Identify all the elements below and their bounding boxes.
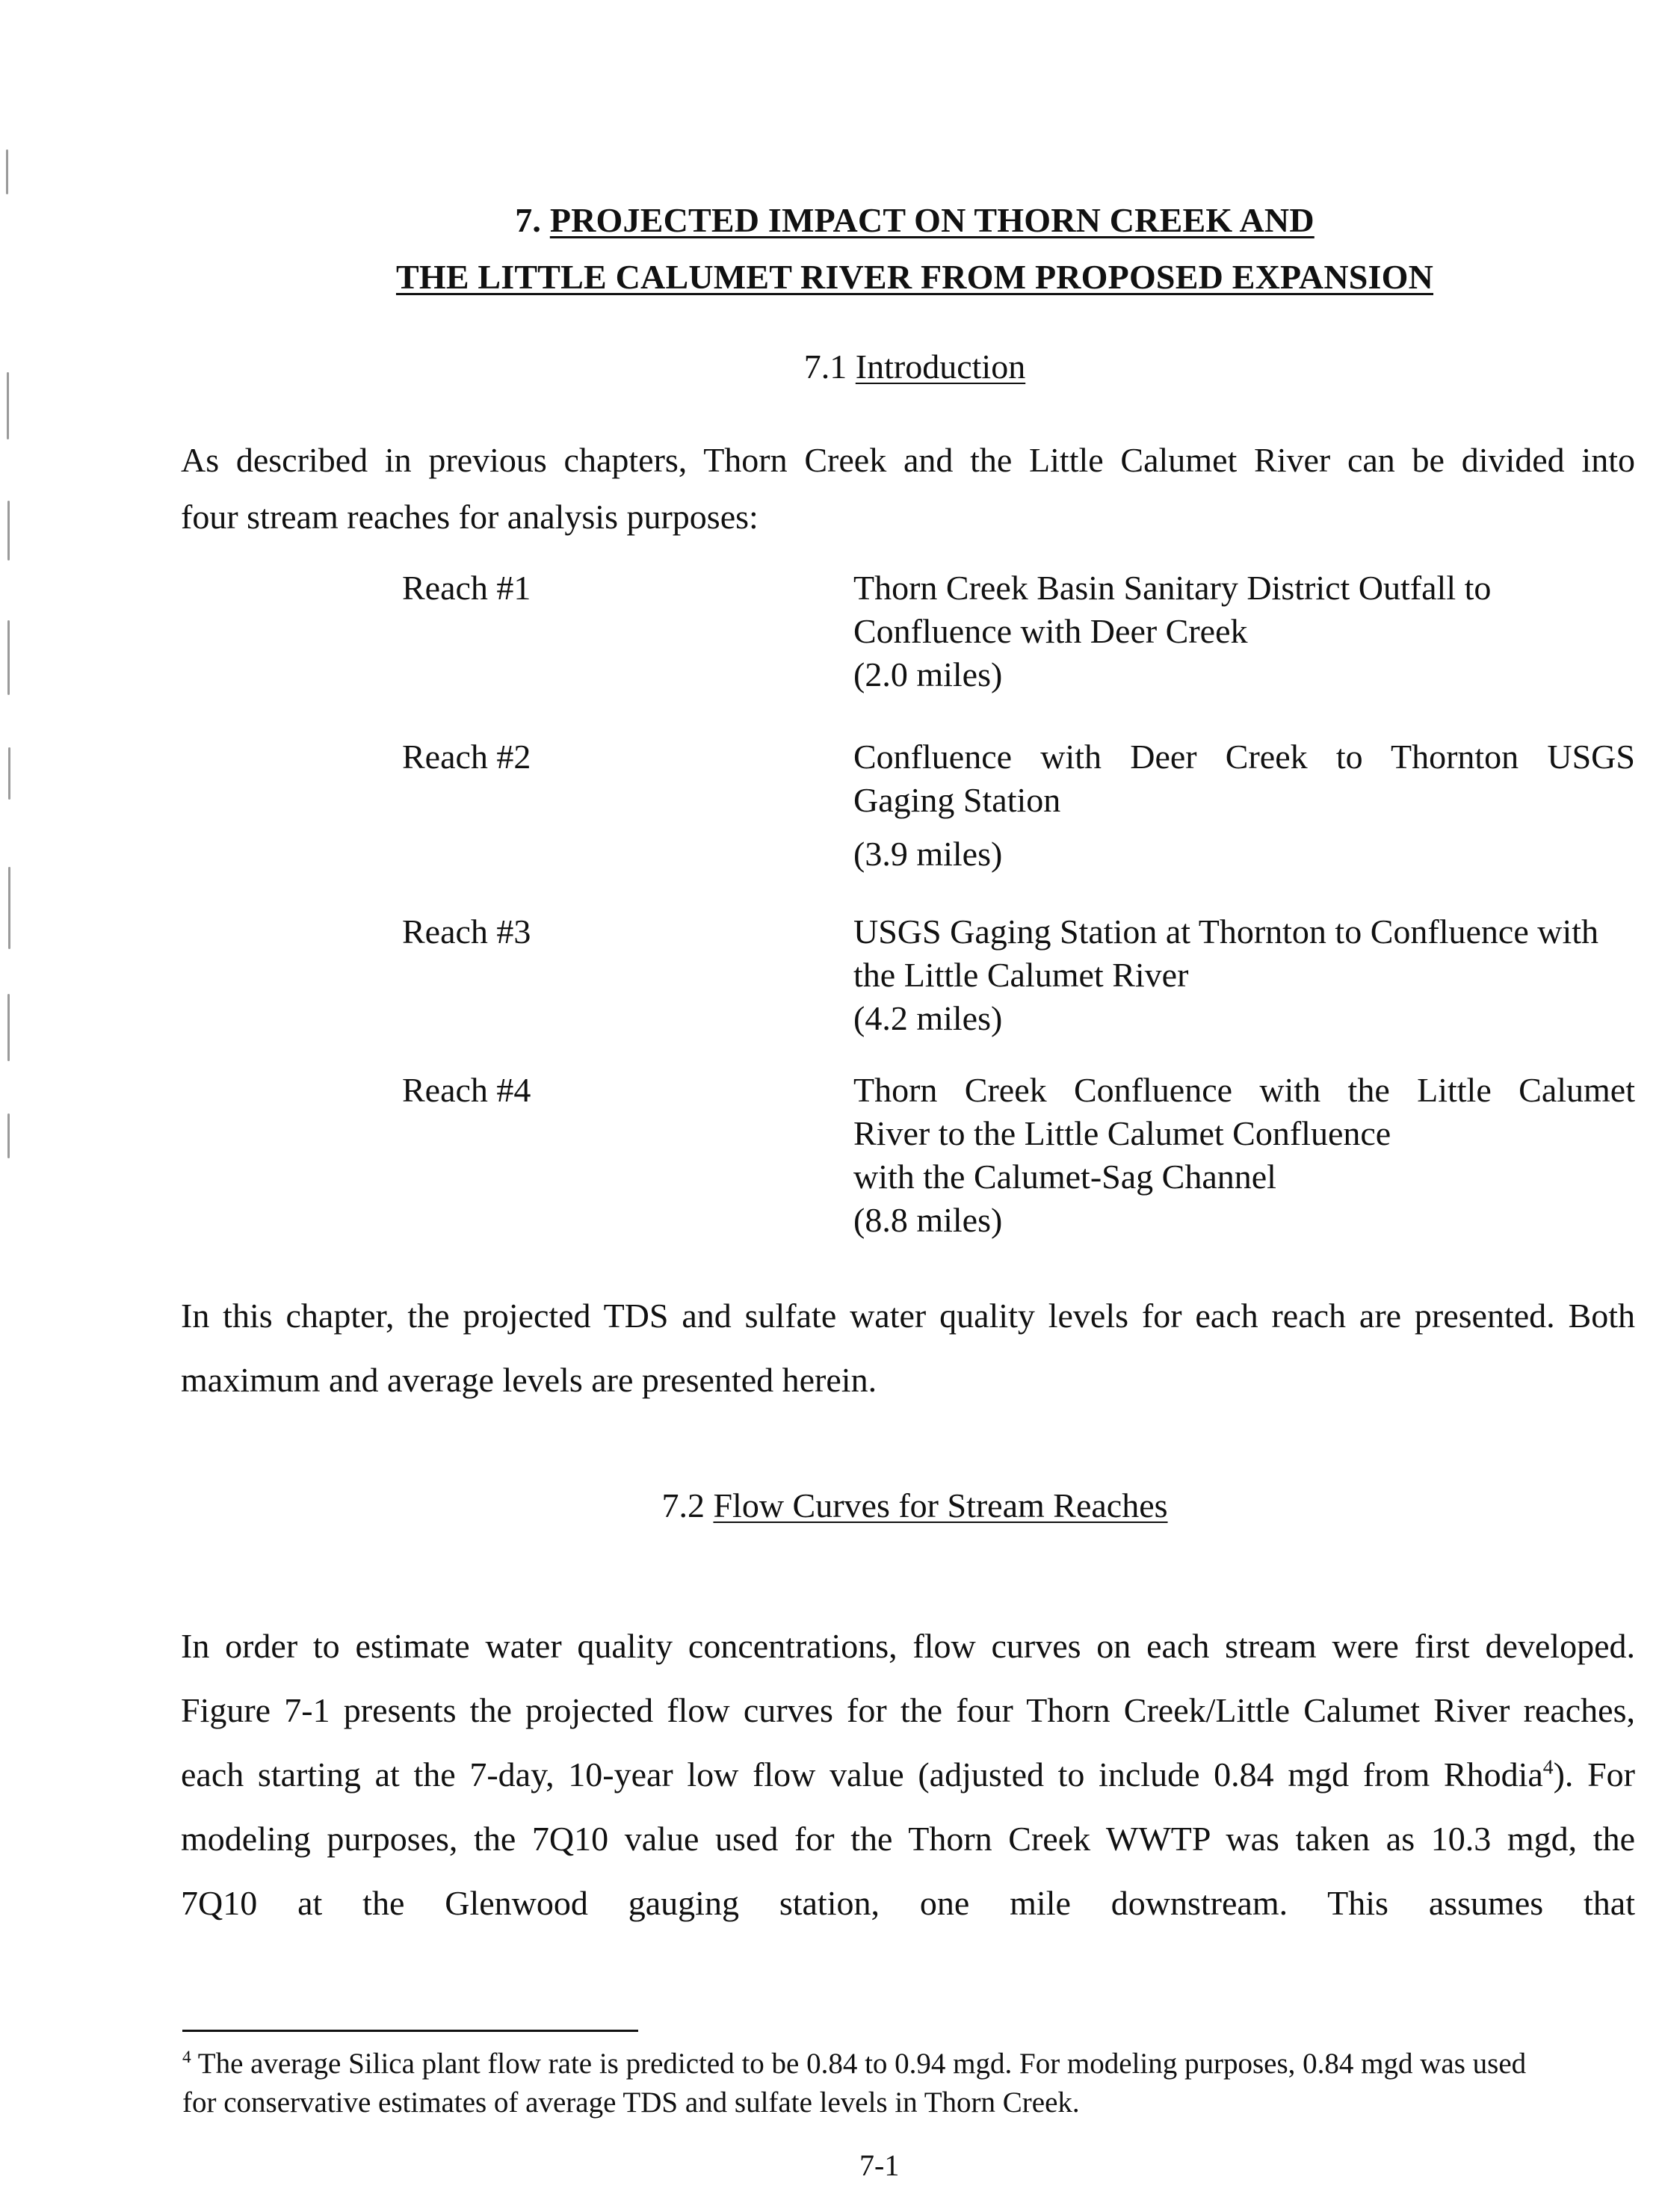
reach-length: (8.8 miles) [853, 1201, 1003, 1239]
paragraph-line: Figure 7-1 presents the projected flow curves for the four Thorn Creek/Little Calumet River reaches, [181, 1691, 1635, 1729]
chapter-title-line2 [167, 257, 1662, 297]
scan-artifact [8, 747, 10, 800]
footnote-marker: 4 [182, 2048, 191, 2067]
footnote-line-2: for conservative estimates of average TDS and sulfate levels in Thorn Creek. [182, 2086, 1080, 2119]
footnote-text: The average Silica plant flow rate is predicted to be 0.84 to 0.94 mgd. For modeling purposes, 0.84 mgd was used [191, 2048, 1527, 2080]
reach-description [853, 910, 1635, 1040]
footnote [182, 2045, 1635, 2122]
scan-artifact [7, 620, 10, 695]
paragraph-text: ). For [1553, 1755, 1635, 1794]
scan-artifact [6, 149, 8, 194]
paragraph-line: In order to estimate water quality concentrations, flow curves on each stream were first developed. [181, 1627, 1635, 1665]
summary-line-2: maximum and average levels are presented herein. [181, 1361, 877, 1399]
paragraph-line: 7Q10 at the Glenwood gauging station, one mile downstream. This assumes that [181, 1884, 1635, 1922]
reach-description [853, 1069, 1635, 1242]
scan-artifact [7, 372, 9, 439]
reach-length: (2.0 miles) [853, 655, 1003, 693]
section-title: Introduction [855, 347, 1026, 386]
reach-summary-paragraph [181, 1284, 1635, 1412]
reach-label: Reach #2 [402, 738, 531, 776]
intro-line-2: four stream reaches for analysis purposes: [181, 498, 759, 536]
reach-length: (3.9 miles) [853, 835, 1003, 873]
paragraph-line: modeling purposes, the 7Q10 value used for the Thorn Creek WWTP was taken as 10.3 mgd, the [181, 1820, 1635, 1858]
scan-artifact [7, 1113, 10, 1158]
section-number: 7.2 [661, 1486, 705, 1524]
reach-desc-line: Confluence with Deer Creek [853, 612, 1248, 650]
reach-desc-line: Gaging Station [853, 781, 1061, 819]
section-heading-7-2 [167, 1486, 1662, 1525]
footnote-reference: 4 [1542, 1755, 1554, 1779]
reach-length: (4.2 miles) [853, 999, 1003, 1037]
chapter-title-text-1: PROJECTED IMPACT ON THORN CREEK AND [549, 201, 1315, 239]
paragraph-line [181, 1743, 1635, 1807]
reach-desc-line: with the Calumet-Sag Channel [853, 1158, 1276, 1196]
page-number: 7-1 [859, 2148, 900, 2182]
reach-description [853, 566, 1635, 696]
chapter-number: 7. [515, 201, 542, 239]
reach-desc-line: Thorn Creek Confluence with the Little Calumet [853, 1071, 1635, 1109]
intro-paragraph [181, 432, 1635, 546]
section-title: Flow Curves for Stream Reaches [713, 1486, 1168, 1524]
scan-artifact [7, 994, 10, 1061]
reach-label: Reach #4 [402, 1071, 531, 1109]
footnote-separator [182, 2030, 638, 2032]
chapter-title-text-2: THE LITTLE CALUMET RIVER FROM PROPOSED EXPANSION [395, 258, 1434, 296]
reach-description [853, 735, 1635, 876]
footnote-line-1 [182, 2045, 1635, 2083]
reach-desc-line: USGS Gaging Station at Thornton to Confluence with [853, 912, 1599, 951]
reach-label: Reach #3 [402, 912, 531, 951]
reach-desc-line: River to the Little Calumet Confluence [853, 1114, 1391, 1152]
chapter-title-line1 [167, 200, 1662, 240]
reach-desc-line: Confluence with Deer Creek to Thornton USGS [853, 738, 1635, 776]
reach-label: Reach #1 [402, 569, 531, 607]
scan-artifact [7, 501, 10, 560]
section-heading-7-1 [167, 347, 1662, 386]
summary-line-1: In this chapter, the projected TDS and sulfate water quality levels for each reach are presented. Both [181, 1297, 1635, 1335]
section-number: 7.1 [803, 347, 847, 386]
flow-curves-paragraph [181, 1614, 1635, 1936]
reach-desc-line: the Little Calumet River [853, 956, 1189, 994]
intro-line-1: As described in previous chapters, Thorn Creek and the Little Calumet River can be divided into [181, 441, 1635, 479]
scan-artifact [8, 867, 10, 949]
reach-desc-line: Thorn Creek Basin Sanitary District Outfall to [853, 569, 1492, 607]
paragraph-text: each starting at the 7-day, 10-year low flow value (adjusted to include 0.84 mgd from Rhodia [181, 1755, 1543, 1794]
